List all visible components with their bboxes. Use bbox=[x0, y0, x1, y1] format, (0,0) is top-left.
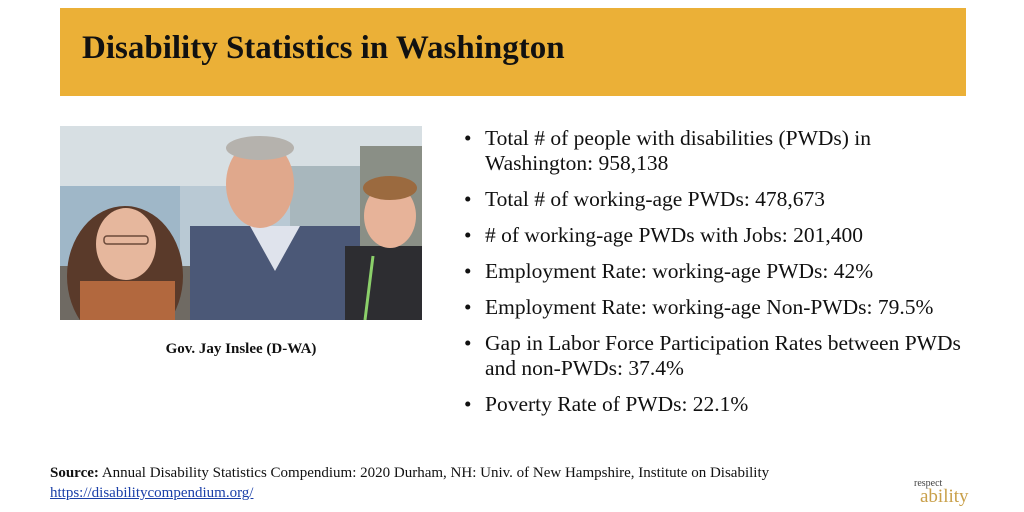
statistic-item bbox=[462, 259, 982, 284]
source-text: Annual Disability Statistics Compendium: 2020 Durham, NH: Univ. of New Hampshire, Institute on Disability bbox=[98, 465, 770, 481]
source-label: Source: bbox=[50, 465, 99, 481]
bullet-icon: • bbox=[464, 223, 472, 247]
statistic-text: Total # of working-age PWDs: 478,673 bbox=[485, 187, 826, 211]
statistic-text: Poverty Rate of PWDs: 22.1% bbox=[485, 392, 749, 416]
source-citation bbox=[50, 463, 930, 503]
bullet-icon: • bbox=[464, 295, 472, 319]
statistic-item bbox=[462, 223, 982, 248]
slide-title: Disability Statistics in Washington bbox=[82, 30, 565, 66]
statistic-text: Gap in Labor Force Participation Rates between PWDs and non-PWDs: 37.4% bbox=[485, 331, 961, 380]
statistic-item bbox=[462, 331, 982, 381]
source-link[interactable]: https://disabilitycompendium.org/ bbox=[50, 485, 254, 501]
statistic-text: Total # of people with disabilities (PWDs) in Washington: 958,138 bbox=[485, 126, 872, 175]
statistics-list bbox=[462, 126, 982, 428]
statistic-item bbox=[462, 126, 982, 176]
photo-caption: Gov. Jay Inslee (D-WA) bbox=[165, 341, 317, 357]
bullet-icon: • bbox=[464, 259, 472, 283]
statistic-item bbox=[462, 392, 982, 417]
bullet-icon: • bbox=[464, 126, 472, 150]
statistic-text: Employment Rate: working-age Non-PWDs: 79.5% bbox=[485, 295, 934, 319]
bullet-icon: • bbox=[464, 331, 472, 355]
statistic-item bbox=[462, 187, 982, 212]
bullet-icon: • bbox=[464, 392, 472, 416]
title-bar bbox=[60, 8, 966, 96]
respectability-logo bbox=[912, 478, 992, 510]
logo-small-text: respect bbox=[914, 478, 943, 489]
bullet-icon: • bbox=[464, 187, 472, 211]
governor-photo bbox=[60, 126, 422, 320]
statistic-text: Employment Rate: working-age PWDs: 42% bbox=[485, 259, 874, 283]
logo-big-text: ability bbox=[920, 486, 969, 507]
statistic-text: # of working-age PWDs with Jobs: 201,400 bbox=[485, 223, 864, 247]
statistic-item bbox=[462, 295, 982, 320]
